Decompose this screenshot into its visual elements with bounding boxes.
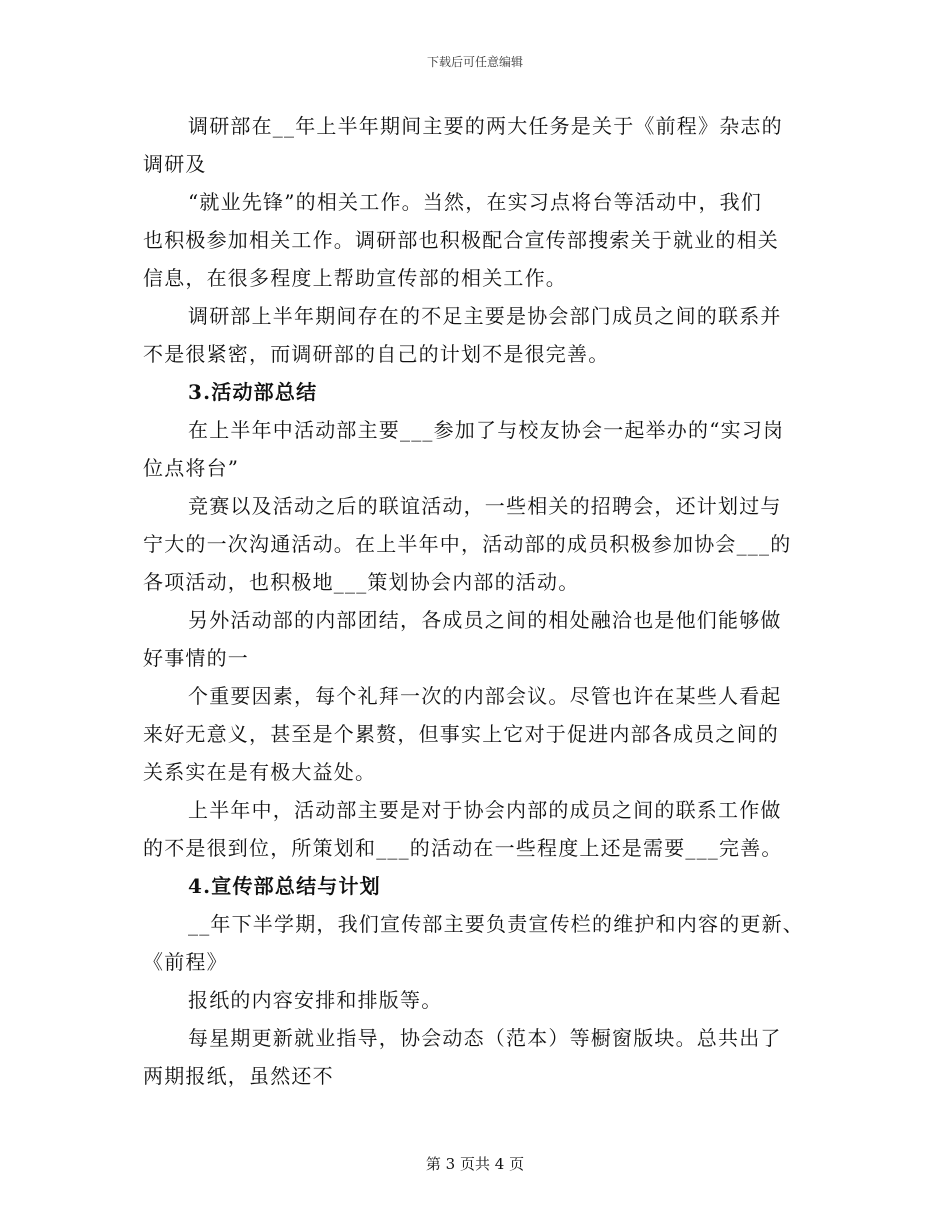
text-line: 报纸的内容安排和排版等。 (188, 988, 443, 1012)
text-line: 竞赛以及活动之后的联谊活动，一些相关的招聘会，还计划过与 (188, 494, 782, 518)
text-line: 也积极参加相关工作。调研部也积极配合宣传部搜索关于就业的相关 (143, 228, 779, 252)
paragraph (143, 601, 813, 677)
text-line: 每星期更新就业指导，协会动态（范本）等橱窗版块。总共出了 (188, 1026, 782, 1050)
text-line: 信息，在很多程度上帮助宣传部的相关工作。 (143, 266, 567, 290)
text-line: 调研部上半年期间存在的不足主要是协会部门成员之间的联系并 (188, 304, 782, 328)
text-line: __年下半学期，我们宣传部主要负责宣传栏的维护和内容的更新、 (188, 912, 804, 936)
section-heading: 3.活动部总结 (188, 380, 318, 404)
paragraph (143, 905, 813, 981)
text-line: 关系实在是有极大益处。 (143, 760, 377, 784)
paragraph (143, 981, 813, 1019)
text-line: 在上半年中活动部主要___参加了与校友协会一起举办的“实习岗 (188, 418, 785, 442)
section-heading: 4.宣传部总结与计划 (188, 874, 381, 898)
text-line: 两期报纸，虽然还不 (143, 1064, 334, 1088)
paragraph (143, 791, 813, 867)
page-footer: 第 3 页共 4 页 (425, 1155, 525, 1173)
text-line: 上半年中，活动部主要是对于协会内部的成员之间的联系工作做 (188, 798, 782, 822)
text-line: 不是很紧密，而调研部的自己的计划不是很完善。 (143, 342, 610, 366)
paragraph (143, 107, 813, 183)
text-line: 宁大的一次沟通活动。在上半年中，活动部的成员积极参加协会___的 (143, 532, 792, 556)
text-line: 各项活动，也积极地___策划协会内部的活动。 (143, 570, 580, 594)
text-line: 来好无意义，甚至是个累赘，但事实上它对于促进内部各成员之间的 (143, 722, 779, 746)
text-line: “就业先锋”的相关工作。当然，在实习点将台等活动中，我们 (188, 190, 763, 214)
text-line: 的不是很到位，所策划和___的活动在一些程度上还是需要___完善。 (143, 836, 783, 860)
text-line: 《前程》 (143, 950, 228, 974)
text-line: 位点将台” (143, 456, 240, 480)
page-header: 下载后可任意编辑 (426, 55, 523, 69)
text-line: 好事情的一 (143, 646, 249, 670)
document-body (143, 107, 813, 1095)
paragraph (143, 183, 813, 297)
text-line: 调研及 (143, 152, 207, 176)
text-line: 另外活动部的内部团结，各成员之间的相处融洽也是他们能够做 (188, 608, 782, 632)
paragraph (143, 297, 813, 373)
text-line: 个重要因素，每个礼拜一次的内部会议。尽管也许在某些人看起 (188, 684, 782, 708)
paragraph (143, 487, 813, 601)
text-line: 调研部在__年上半年期间主要的两大任务是关于《前程》杂志的 (188, 114, 783, 138)
paragraph (143, 677, 813, 791)
paragraph (143, 1019, 813, 1095)
paragraph (143, 411, 813, 487)
